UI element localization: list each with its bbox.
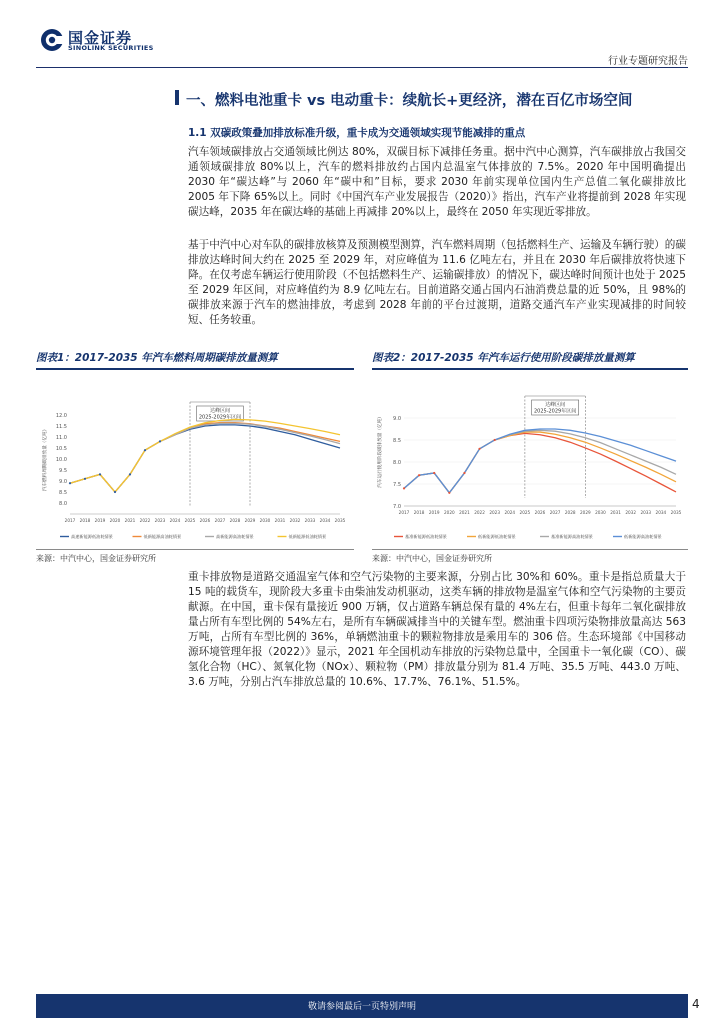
y-tick-label: 7.5 — [393, 481, 401, 488]
data-point — [418, 474, 420, 476]
x-tick-label: 2023 — [154, 518, 166, 523]
data-point — [433, 472, 435, 474]
data-point — [478, 448, 480, 450]
x-tick-label: 2029 — [244, 518, 256, 523]
x-tick-label: 2033 — [640, 510, 652, 515]
y-tick-label: 9.0 — [59, 478, 67, 485]
annotation-text: 2025-2029年区间 — [198, 414, 242, 421]
document-type: 行业专题研究报告 — [608, 56, 688, 67]
section-title-marker — [175, 90, 179, 105]
subsection-title: 1.1 双碳政策叠加排放标准升级，重卡成为交通领域实现节能减排的重点 — [188, 127, 526, 139]
x-tick-label: 2027 — [549, 510, 561, 515]
x-tick-label: 2028 — [229, 518, 241, 523]
annotation-text: 达峰区间 — [209, 408, 231, 414]
y-tick-label: 11.5 — [55, 423, 67, 430]
chart-operation-emissions — [372, 374, 688, 544]
x-tick-label: 2026 — [534, 510, 546, 515]
data-point — [69, 482, 71, 484]
x-tick-label: 2031 — [274, 518, 286, 523]
paragraph-1: 汽车领域碳排放占交通领域比例达 80%，双碳目标下减排任务重。据中汽中心测算，汽车碳排放占我国交通领域碳排放 80%以上，汽车的燃料排放约占国内总温室气体排放的 7.5%。2020 年中国明确提出 2030 年“碳达峰”与 2060 年“碳中和”目标，要求 2030 年前实现单位国内生产总值二氧化碳排放比 2005 年下降 65%以上。同时《中国汽车产业发展报告（2020）》指出，汽车产业将提前到 2028 年实现碳达峰，2035 年在碳达峰的基础上再减排 20%以上，最终在 2050 年实现近零排放。 — [188, 146, 686, 218]
y-tick-label: 7.0 — [393, 503, 401, 510]
x-tick-label: 2024 — [169, 518, 181, 523]
figure-2-source: 来源：中汽中心，国金证券研究所 — [372, 554, 492, 563]
x-tick-label: 2021 — [124, 518, 136, 523]
x-tick-label: 2034 — [319, 518, 331, 523]
data-point — [129, 473, 131, 475]
figure-2-rule — [372, 368, 688, 370]
legend-label: 低新能源低油耗情景 — [288, 534, 327, 539]
x-tick-label: 2018 — [79, 518, 91, 523]
series-line — [70, 423, 340, 492]
logo-icon — [40, 28, 64, 52]
y-tick-label: 10.0 — [55, 456, 67, 463]
data-point — [463, 472, 465, 474]
legend-label: 低新能源高油耗情景 — [143, 534, 182, 539]
data-point — [114, 491, 116, 493]
annotation-text: 达峰区间 — [545, 402, 566, 408]
y-tick-label: 12.0 — [55, 412, 67, 419]
legend-label: 基准新能源低油耗情景 — [405, 534, 447, 539]
x-tick-label: 2025 — [184, 518, 196, 523]
x-tick-label: 2029 — [579, 510, 591, 515]
x-tick-label: 2032 — [289, 518, 301, 523]
data-point — [494, 439, 496, 441]
x-tick-label: 2027 — [214, 518, 226, 523]
y-tick-label: 8.0 — [393, 459, 401, 466]
paragraph-2: 基于中汽中心对车队的碳排放核算及预测模型测算，汽车燃料周期（包括燃料生产、运输及车辆行驶）的碳排放达峰时间大约在 2025 至 2029 年，对应峰值为 11.6 亿吨左右，并且在 2030 年后碳排放将快速下降。在仅考虑车辆运行使用阶段（不包括燃料生产、运输碳排放）的情况下，碳达峰时间预计也处于 2025 至 2029 年区间，对应峰值约为 8.9 亿吨左右。目前道路交通占国内石油消费总量的近 50%，且 98%的碳排放来源于汽车的燃油排放，考虑到 2028 年前的平台过渡期，道路交通汽车产业实现减排的时间较短、任务较重。 — [188, 239, 686, 326]
paragraph-3: 重卡排放物是道路交通温室气体和空气污染物的主要来源，分别占比 30%和 60%。重卡是指总质量大于 15 吨的载货车，现阶段大多重卡由柴油发动机驱动，这类车辆的排放物是温室气体和空气污染物的主要贡献源。在中国，重卡保有量接近 900 万辆，仅占道路车辆总保有量的 4%左右，但重卡每年二氧化碳排放量占所有车型比例的 54%左右，是所有车辆碳减排当中的关键车型。燃油重卡四项污染物排放量高达 563 万吨，占所有车型比例的 36%，单辆燃油重卡的颗粒物排放是乘用车的 306 倍。生态环境部《中国移动源环境管理年报（2022）》显示，2021 年全国机动车排放的污染物总量中，全国重卡一氧化碳（CO）、碳氢化合物（HC）、氮氧化物（NOx）、颗粒物（PM）排放量分别为 81.4 万吨、35.5 万吨、443.0 万吨、3.6 万吨，分别占汽车排放总量的 10.6%、17.7%、76.1%、51.5%。 — [188, 571, 686, 688]
x-tick-label: 2028 — [564, 510, 576, 515]
figure-1-source: 来源：中汽中心，国金证券研究所 — [36, 554, 156, 563]
x-tick-label: 2019 — [94, 518, 106, 523]
footer-disclaimer: 敬请参阅最后一页特别声明 — [307, 1002, 416, 1012]
x-tick-label: 2025 — [519, 510, 531, 515]
legend-label: 高新能源高油耗情景 — [216, 534, 254, 539]
x-tick-label: 2022 — [139, 518, 151, 523]
x-tick-label: 2017 — [398, 510, 410, 515]
figure-1-rule — [36, 368, 354, 370]
x-tick-label: 2020 — [443, 510, 455, 515]
y-tick-label: 8.5 — [393, 437, 401, 444]
section-title: 一、燃料电池重卡 vs 电动重卡：续航长+更经济，潜在百亿市场空间 — [186, 93, 633, 109]
header-divider — [36, 67, 688, 68]
x-tick-label: 2017 — [64, 518, 76, 523]
figure-2-caption: 图表2：2017-2035 年汽车运行使用阶段碳排放量测算 — [372, 352, 635, 364]
figure-1-source-rule — [36, 549, 354, 550]
figure-1-caption: 图表1：2017-2035 年汽车燃料周期碳排放量测算 — [36, 352, 278, 364]
x-tick-label: 2035 — [670, 510, 682, 515]
x-tick-label: 2032 — [625, 510, 637, 515]
series-line — [404, 429, 676, 493]
series-line — [70, 419, 340, 492]
annotation-text: 2025-2029年区间 — [533, 408, 577, 415]
series-line — [404, 430, 676, 492]
x-tick-label: 2020 — [109, 518, 121, 523]
data-point — [84, 478, 86, 480]
page-number: 4 — [692, 997, 700, 1011]
y-tick-label: 9.0 — [393, 415, 401, 422]
x-tick-label: 2031 — [610, 510, 621, 515]
y-tick-label: 11.0 — [55, 434, 67, 441]
y-tick-label: 8.0 — [59, 500, 67, 507]
y-tick-label: 8.5 — [59, 489, 67, 496]
figure-2-source-rule — [372, 549, 688, 550]
x-tick-label: 2018 — [413, 510, 425, 515]
series-line — [70, 425, 340, 492]
y-axis-label: 汽车燃料周期碳排放量（亿吨） — [43, 426, 48, 492]
legend-label: 低新能源高油耗情景 — [624, 534, 662, 539]
data-point — [448, 492, 450, 494]
x-tick-label: 2022 — [474, 510, 485, 515]
legend-label: 高速新能源低油耗情景 — [71, 534, 113, 539]
data-point — [159, 440, 161, 442]
x-tick-label: 2033 — [304, 518, 316, 523]
legend-label: 低新能源低油耗情景 — [478, 534, 516, 539]
x-tick-label: 2034 — [655, 510, 667, 515]
x-tick-label: 2021 — [459, 510, 470, 515]
x-tick-label: 2024 — [504, 510, 516, 515]
legend-label: 基准新能源高油耗情景 — [551, 534, 593, 539]
x-tick-label: 2030 — [595, 510, 606, 515]
data-point — [99, 473, 101, 475]
x-tick-label: 2030 — [259, 518, 271, 523]
y-tick-label: 9.5 — [59, 467, 67, 474]
data-point — [144, 449, 146, 451]
x-tick-label: 2023 — [489, 510, 501, 515]
y-axis-label: 汽车运行使用阶段碳排放量（亿吨） — [378, 414, 383, 488]
x-tick-label: 2035 — [334, 518, 346, 523]
data-point — [403, 487, 405, 489]
y-tick-label: 10.5 — [55, 445, 67, 452]
chart-fuel-cycle-emissions — [36, 374, 354, 544]
logo-text-en: SINOLINK SECURITIES — [68, 44, 154, 52]
logo-text-cn: 国金证券 — [68, 29, 133, 47]
series-line — [404, 432, 676, 493]
x-tick-label: 2019 — [428, 510, 440, 515]
x-tick-label: 2026 — [199, 518, 211, 523]
